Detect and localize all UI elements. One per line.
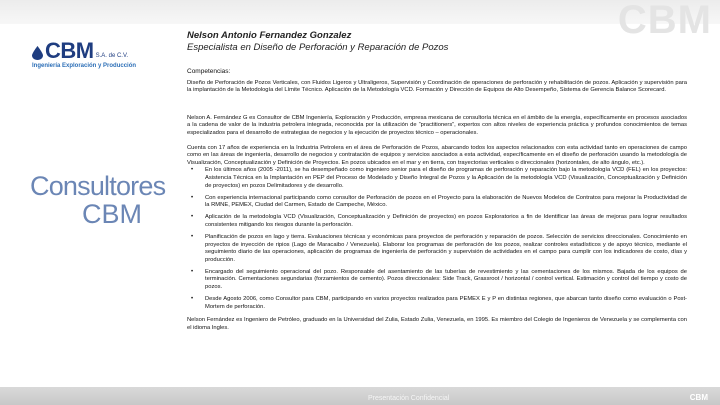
bio-paragraph-2: Cuenta con 17 años de experiencia en la Industria Petrolera en el área de Perforación de Pozos, abarcando todos los aspectos relacionados con esta actividad tanto en operaciones de campo como en las áreas de ingeniería, desarrollo de negocios y contratación de equipos y servicios asociados a esta actividad, específicamente en el diseño de perforación usando la metodología de Visualización, Conceptualización y Definición de Proyectos. En pozos ubicados en el mar y en tierra, con trayectorias verticales o direccionales (horizontales, de alto ángulo, etc.).	[187, 144, 687, 166]
person-name: Nelson Antonio Fernandez Gonzalez	[187, 30, 352, 41]
oil-drop-icon	[32, 46, 43, 60]
experience-list	[187, 167, 687, 311]
profile-header	[187, 30, 448, 54]
list-item: • Aplicación de la metodología VCD (Visualización, Conceptualización y Definición de proyectos) en pozos Exploratorios a fin de Identificar las áreas de mejoras para lograr resultados consistentes mitigando los riesgos durante la perforación.	[187, 214, 687, 229]
footer-logo: CBM	[689, 393, 708, 402]
logo-tagline: Ingeniería Exploración y Producción	[32, 63, 137, 69]
logo-brand: CBM	[45, 38, 94, 63]
footer-confidential: Presentación Confidencial	[368, 395, 450, 402]
competencies-text: Diseño de Perforación de Pozos Verticales, con Fluidos Ligeros y Ultraligeros, Supervisión y Coordinación de operaciones de perforación y rehabilitación de pozos. Aplicación y supervisión para la implantación de la Metodología del Límite Técnico. Aplicación de la Metodología VCD. Formación y Dirección de Equipos de Alto Desempeño, Sistema de Gerencia Balance Scorecard.	[187, 79, 687, 94]
competencies-label: Competencias:	[187, 68, 231, 75]
bio-paragraph-1: Nelson A. Fernández G es Consultor de CBM Ingeniería, Exploración y Producción, empresa mexicana de consultoría técnica en el ámbito de la energía, específicamente en procesos asociados a la cadena de valor de la industria petrolera integrada, reconocida por la utilización de “practitioners”, expertos con altos niveles de experiencia práctica y profundos conocimientos de temas especializados para el desarrollo de estrategias de negocios y la ejecución de proyectos técnico – operacionales.	[187, 114, 687, 136]
side-title-cbm: CBM	[82, 199, 142, 229]
logo-suffix: S.A. de C.V.	[95, 53, 129, 59]
list-item: • Encargado del seguimiento operacional del pozo. Responsable del asentamiento de las tuberías de revestimiento y las cementaciones de los mismos. Bajada de los equipos de terminación. Cementaciones segundarias (forzamientos de cemento). Pozos direccionales: Side Track, Grassroot / horizontal / control vertical. Estimación y control del tiempo y costo de pozos.	[187, 269, 687, 292]
list-item: • En los últimos años (2005 -2011), se ha desempeñado como ingeniero senior para el diseño de programas de perforación y reparación bajo la metodología VCD (FEL) en los proyectos: Asistencia Técnica en la Implantación en PEP del Proceso de Modelado y Diseño Integral de Pozos y la Aplicación de la metodología VCD (Visualización, Conceptualización y Definición de proyectos) en pozos Delimitadores y de desarrollo.	[187, 167, 687, 190]
footer-band	[0, 387, 720, 405]
side-title-consultores: Consultores	[30, 171, 166, 201]
person-title: Especialista en Diseño de Perforación y Reparación de Pozos	[187, 42, 449, 53]
bio-paragraph-3: Nelson Fernández es Ingeniero de Petróleo, graduado en la Universidad del Zulia, Estado Zulia, Venezuela, en 1995. Es miembro del Colegio de Ingenieros de Venezuela y se complementa con el idioma Ingles.	[187, 317, 687, 331]
cbm-logo	[32, 40, 162, 69]
list-item: • Desde Agosto 2006, como Consultor para CBM, participando en varios proyectos realizados para PEMEX E y P en distintas regiones, que abarcan tanto diseño como evaluación o Post-Mortem de perforación.	[187, 296, 687, 311]
list-item: • Con experiencia internacional participando como consultor de Perforación de pozos en el Proyecto para la elaboración de Nuevos Modelos de Contratos para mejorar la Productividad de la RMNE, PEMEX, Ciudad del Carmen, Estado de Campeche, México.	[187, 195, 687, 210]
list-item: • Planificación de pozos en lago y tierra. Evaluaciones técnicas y económicas para proyectos de perforación y reparación de pozos. Selección de servicios direccionales. Conocimiento en proyectos de inyección de ripios (Lago de Maracaibo / Venezuela). Elaborar los programas de perforación de los pozos, realizar controles estadísticos y de apoyo técnico, mediante el seguimiento diario de las operaciones, aplicación de programas de ingeniería de perforación y supervisión de actividades en el campo para cumplir con los indicadores de costo, días y producción.	[187, 234, 687, 264]
cbm-watermark: CBM	[617, 0, 712, 42]
profile-content	[187, 68, 687, 340]
